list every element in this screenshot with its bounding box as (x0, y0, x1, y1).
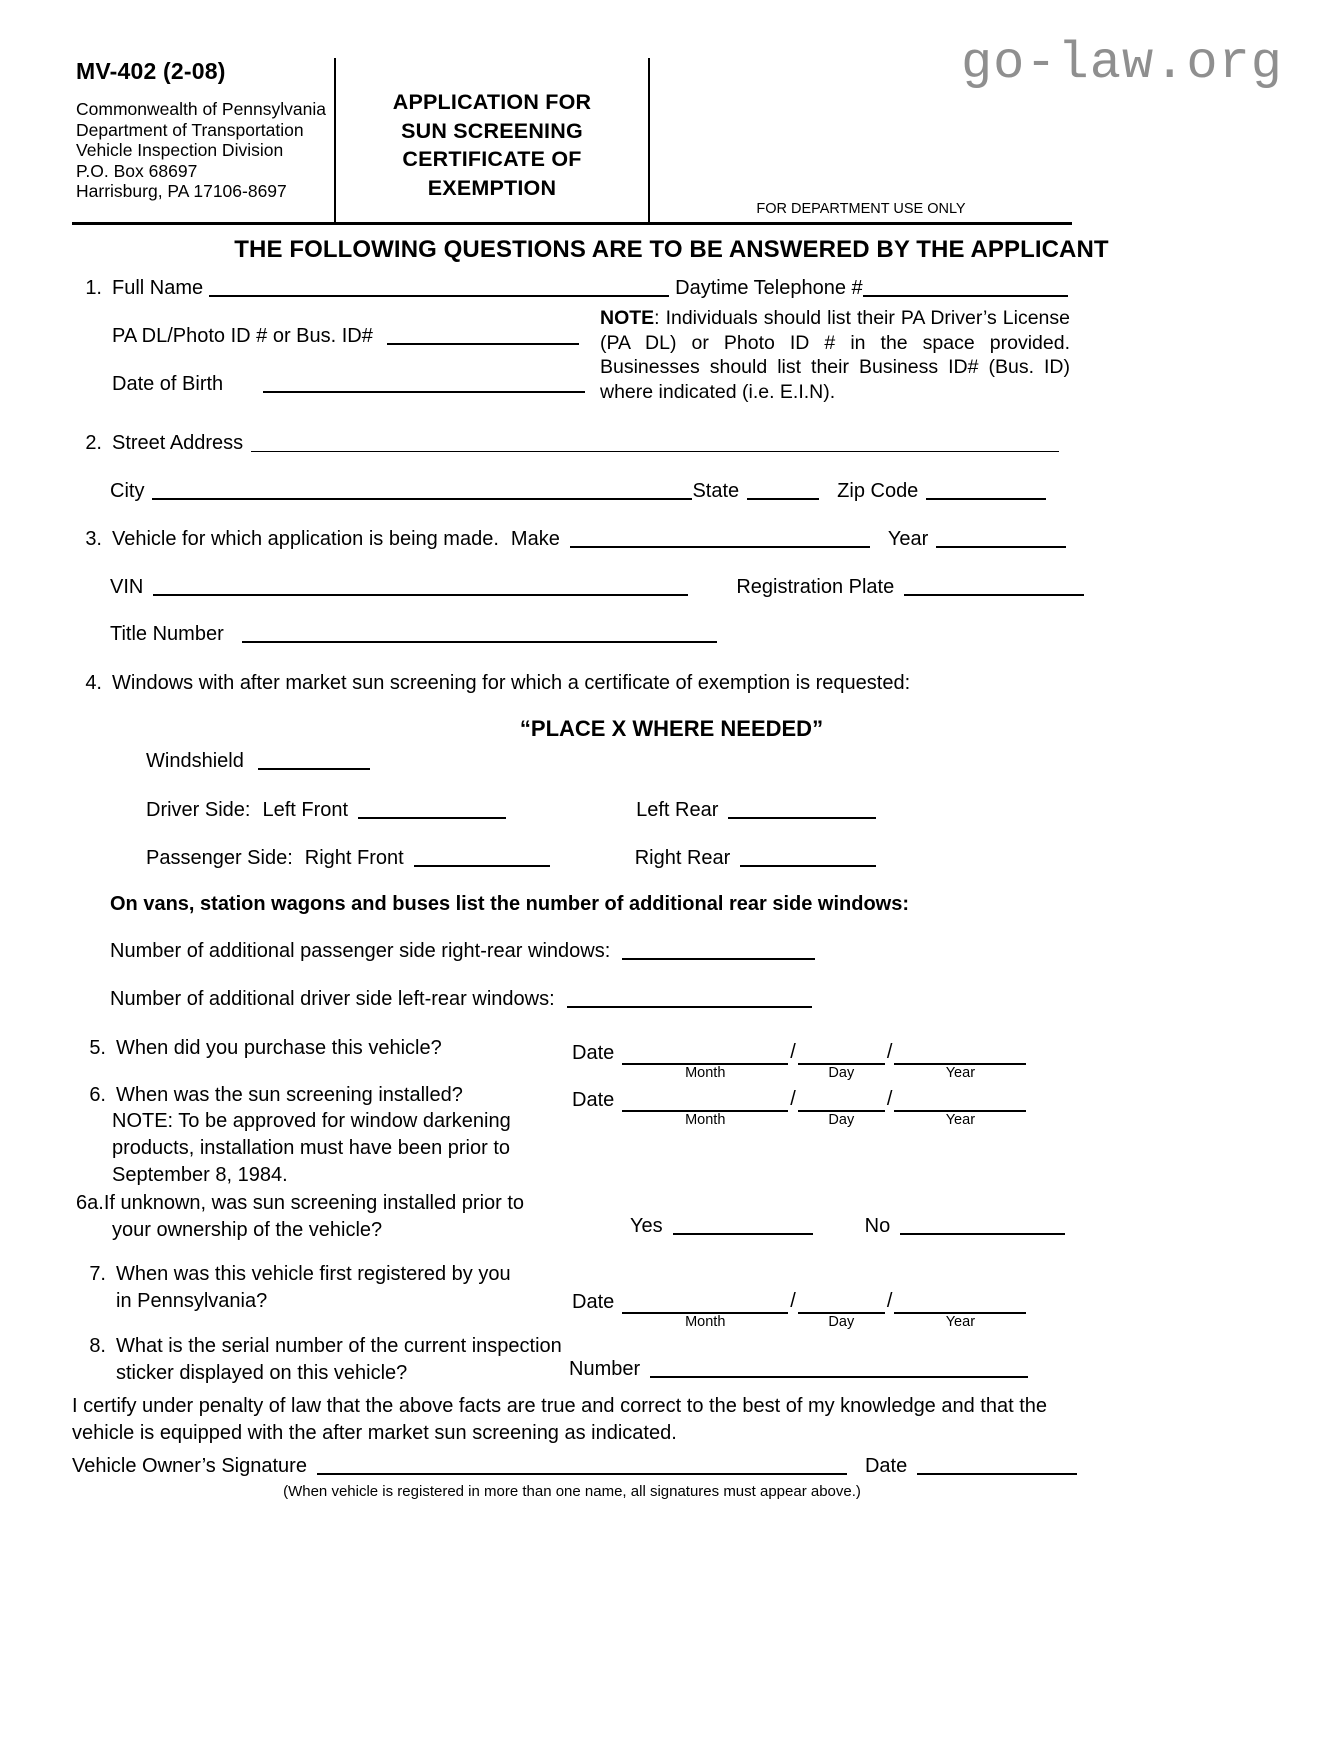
q4-additional-left-rear-row (110, 988, 812, 1011)
q3-prompt: Vehicle for which application is being made. (112, 528, 499, 550)
q6-note-line-0: NOTE: To be approved for window darkening (112, 1110, 511, 1132)
q6-slash-2: / (886, 1088, 893, 1110)
q8-question-line-1: sticker displayed on this vehicle? (116, 1362, 408, 1384)
q7-slash-1: / (790, 1290, 796, 1312)
q1-number: 1. (85, 277, 102, 299)
form-title-line-0: APPLICATION FOR (392, 90, 592, 114)
header-title-block (336, 58, 650, 223)
q6-month-input[interactable] (622, 1084, 788, 1128)
q7-month-caption: Month (685, 1314, 726, 1330)
header-agency-block (72, 58, 336, 223)
certification-line-0: I certify under penalty of law that the above facts are true and correct to the best of my knowledge and that the (72, 1395, 1048, 1417)
q6a-yes-label: Yes (630, 1215, 663, 1237)
q3-number: 3. (85, 528, 102, 550)
q8-number: 8. (89, 1335, 106, 1357)
form-title-line-1: SUN SCREENING (401, 118, 583, 143)
form-title (393, 88, 591, 202)
q4-driver-side-row (146, 799, 876, 822)
q6-question: When was the sun screening installed? (116, 1084, 463, 1106)
q3-plate-input[interactable] (904, 593, 1084, 596)
q2-street-input[interactable] (251, 450, 1059, 452)
q4-prompt-row (72, 672, 910, 695)
q3-make-label: Make (510, 528, 560, 550)
place-x-heading: “PLACE X WHERE NEEDED” (519, 716, 824, 741)
q6a-question (76, 1190, 524, 1244)
q5-question: When did you purchase this vehicle? (116, 1037, 442, 1059)
q8-number-input[interactable] (650, 1375, 1028, 1378)
q2-city-input[interactable] (152, 497, 692, 500)
agency-line-3: P.O. Box 68697 (76, 160, 198, 181)
q5-year-caption: Year (945, 1065, 976, 1081)
agency-address (76, 99, 334, 202)
q2-city-label: City (110, 480, 145, 502)
q6a-question-text-0: If unknown, was sun screening installed prior to (103, 1192, 525, 1214)
q6a-no-input[interactable] (900, 1232, 1065, 1235)
q8-number-row (569, 1358, 1028, 1381)
q4-additional-left-rear-label: Number of additional driver side left-rear windows: (110, 988, 555, 1010)
form-title-line-2: CERTIFICATE OF (402, 147, 582, 171)
q6-note-line-1: products, installation must have been prior to (112, 1137, 510, 1159)
q6-month-caption: Month (685, 1112, 726, 1128)
q4-additional-right-rear-row (110, 940, 815, 963)
q4-number: 4. (85, 672, 102, 694)
q4-passenger-side-row (146, 847, 876, 870)
q3-title-label: Title Number (110, 623, 224, 645)
q6-day-caption: Day (828, 1112, 855, 1128)
q4-left-front-input[interactable] (358, 816, 506, 819)
q4-left-rear-label: Left Rear (636, 799, 719, 821)
q7-question-line-1: in Pennsylvania? (116, 1290, 268, 1312)
form-code: MV-402 (2-08) (76, 58, 226, 84)
q3-vin-input[interactable] (153, 593, 688, 596)
q7-slash-2: / (886, 1290, 893, 1312)
q2-number: 2. (85, 432, 102, 454)
q1-full-name-row (72, 277, 1068, 300)
agency-line-4: Harrisburg, PA 17106-8697 (76, 181, 287, 201)
q2-zip-label: Zip Code (837, 480, 919, 502)
q8-question (76, 1333, 562, 1387)
q7-year-input[interactable] (894, 1286, 1026, 1330)
signature-footnote: (When vehicle is registered in more than one name, all signatures must appear above.) (283, 1483, 861, 1500)
q7-month-input[interactable] (622, 1286, 788, 1330)
q1-padl-label: PA DL/Photo ID # or Bus. ID# (112, 325, 373, 347)
q2-state-label: State (692, 480, 740, 502)
certification-line-1: vehicle is equipped with the after market sun screening as indicated. (72, 1422, 677, 1444)
agency-line-1: Department of Transportation (76, 119, 304, 140)
q6-slash-1: / (790, 1088, 796, 1110)
signature-date-label: Date (864, 1455, 908, 1477)
form-title-line-3: EXEMPTION (427, 175, 557, 200)
q4-right-rear-label: Right Rear (634, 847, 731, 869)
q4-left-rear-input[interactable] (728, 816, 876, 819)
q5-day-caption: Day (828, 1065, 855, 1081)
q6-question-row (76, 1084, 463, 1107)
q1-full-name-input[interactable] (209, 294, 669, 297)
q4-right-front-label: Right Front (304, 847, 404, 869)
q3-plate-label: Registration Plate (736, 576, 895, 598)
q5-day-input[interactable] (798, 1037, 885, 1081)
q1-padl-row (112, 325, 579, 348)
q6-note (112, 1108, 511, 1189)
agency-line-0: Commonwealth of Pennsylvania (76, 99, 326, 119)
q1-dob-row (112, 373, 585, 396)
q3-title-input[interactable] (242, 640, 717, 643)
q8-number-label: Number (569, 1358, 641, 1380)
q7-day-input[interactable] (798, 1286, 885, 1330)
signature-label: Vehicle Owner’s Signature (72, 1455, 307, 1477)
q6-year-caption: Year (945, 1112, 976, 1128)
q3-vin-row (110, 576, 1084, 599)
q7-number: 7. (89, 1263, 106, 1285)
q4-additional-right-rear-label: Number of additional passenger side right-rear windows: (110, 940, 611, 962)
q4-right-rear-input[interactable] (740, 864, 876, 867)
q2-street-row (72, 432, 1059, 455)
q4-vans-note: On vans, station wagons and buses list the number of additional rear side windows: (110, 893, 910, 915)
form-header (72, 58, 1072, 223)
q1-note (600, 306, 1070, 404)
q7-year-caption: Year (945, 1314, 976, 1330)
q1-dob-label: Date of Birth (112, 373, 224, 395)
q4-additional-left-rear-input[interactable] (567, 1005, 812, 1008)
q3-vin-label: VIN (110, 576, 144, 598)
q7-day-caption: Day (828, 1314, 855, 1330)
q5-slash-1: / (790, 1041, 796, 1063)
q4-right-front-input[interactable] (414, 864, 550, 867)
header-department-use-block (650, 58, 1072, 223)
q4-additional-right-rear-input[interactable] (622, 957, 815, 960)
q1-note-bold: NOTE (600, 307, 655, 329)
q5-date-group (572, 1037, 1026, 1081)
q6a-answer-row (630, 1215, 1065, 1238)
q5-month-input[interactable] (622, 1037, 788, 1081)
watermark-go-law: go-law.org (960, 34, 1283, 93)
q6a-question-line-0 (76, 1190, 524, 1217)
q7-question (76, 1261, 511, 1315)
q4-passenger-side-label: Passenger Side: (146, 847, 293, 869)
q1-note-text: : Individuals should list their PA Driver’s License (PA DL) or Photo ID # in the space provided. Businesses should list their Business ID# (Bus. ID) where indicated (i.e. E.I.N). (600, 307, 1070, 403)
q5-month-caption: Month (685, 1065, 726, 1081)
q1-padl-input[interactable] (387, 342, 579, 345)
signature-row (72, 1455, 1077, 1478)
q4-windshield-input[interactable] (258, 767, 370, 770)
q5-year-input[interactable] (894, 1037, 1026, 1081)
q6-year-input[interactable] (894, 1084, 1026, 1128)
q6-date-label: Date (572, 1089, 615, 1111)
q4-prompt: Windows with after market sun screening for which a certificate of exemption is requested: (112, 672, 911, 694)
q5-question-row (76, 1037, 442, 1060)
q1-dob-input[interactable] (263, 390, 585, 393)
agency-line-2: Vehicle Inspection Division (76, 140, 284, 160)
q1-full-name-label: Full Name (112, 277, 204, 299)
q7-date-group (572, 1286, 1026, 1330)
q5-slash-2: / (886, 1041, 893, 1063)
q3-make-row (72, 528, 1066, 551)
q1-telephone-label: Daytime Telephone # (675, 277, 863, 299)
q2-state-input[interactable] (747, 497, 819, 500)
department-use-label: FOR DEPARTMENT USE ONLY (756, 201, 966, 217)
q3-year-label: Year (887, 528, 929, 550)
q7-question-text-0: When was this vehicle first registered by you (116, 1263, 511, 1285)
q2-zip-input[interactable] (926, 497, 1046, 500)
q4-driver-side-label: Driver Side: (146, 799, 251, 821)
signature-input[interactable] (317, 1472, 847, 1475)
q3-title-row (110, 623, 717, 646)
q7-question-line-0 (76, 1261, 511, 1288)
q8-question-text-0: What is the serial number of the current inspection (116, 1335, 562, 1357)
q4-windshield-row (146, 750, 370, 773)
q6-date-group (572, 1084, 1026, 1128)
certification-text (72, 1393, 1072, 1447)
q5-date-label: Date (572, 1042, 615, 1064)
q6a-no-label: No (864, 1215, 891, 1237)
applicant-banner: THE FOLLOWING QUESTIONS ARE TO BE ANSWERED BY THE APPLICANT (234, 236, 1109, 263)
q4-windshield-label: Windshield (146, 750, 244, 772)
q2-street-label: Street Address (112, 432, 244, 454)
signature-date-input[interactable] (917, 1472, 1077, 1475)
q4-left-front-label: Left Front (262, 799, 349, 821)
q6-number: 6. (89, 1084, 106, 1106)
q6-day-input[interactable] (798, 1084, 885, 1128)
q6a-yes-input[interactable] (673, 1232, 813, 1235)
q5-number: 5. (89, 1037, 106, 1059)
q7-date-label: Date (572, 1291, 615, 1313)
q1-telephone-input[interactable] (863, 294, 1068, 297)
q6a-question-line-1: your ownership of the vehicle? (112, 1219, 383, 1241)
header-divider (72, 222, 1072, 225)
q8-question-line-0 (76, 1333, 562, 1360)
q3-year-input[interactable] (936, 545, 1066, 548)
q3-make-input[interactable] (570, 545, 870, 548)
q6a-number: 6a. (76, 1192, 104, 1214)
q6-note-line-2: September 8, 1984. (112, 1164, 288, 1186)
q2-city-row (110, 480, 1046, 503)
